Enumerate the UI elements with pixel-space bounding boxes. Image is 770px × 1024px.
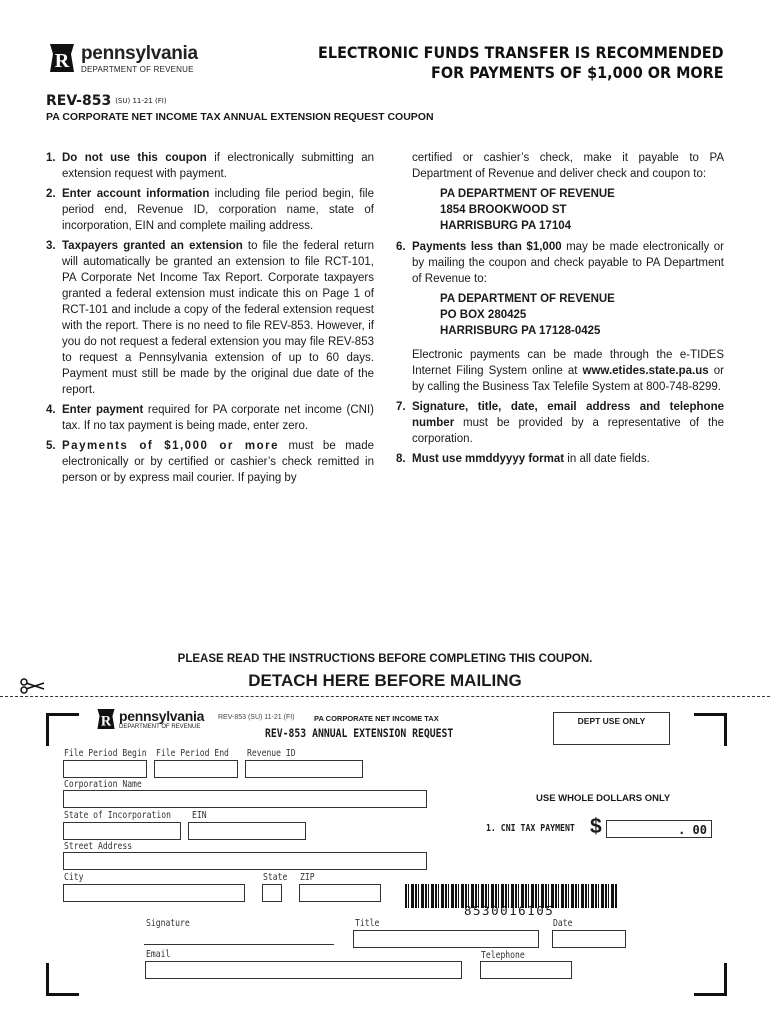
instruction-6: 6. Payments less than $1,000 may be made electronically or by mailing the coupon and check payable to PA Department of Revenue to: PA DEPARTMENT OF REVENUE PO BOX 280425 HARRISBURG PA 17128-0425 Electronic payments can be made through the e-TIDES Internet Filing System online at www.etides.state.pa.us or by calling the Business Tax Telefile System at 800-748-8299.	[396, 241, 724, 393]
street-address-field[interactable]	[63, 852, 427, 870]
form-revision: (SU) 11-21 (FI)	[115, 97, 167, 105]
coupon-form-rev: REV-853 (SU) 11-21 (FI)	[218, 714, 295, 721]
logo-dept: DEPARTMENT OF REVENUE	[81, 64, 194, 74]
coupon-tax-type: PA CORPORATE NET INCOME TAX	[314, 714, 439, 723]
telephone-label: Telephone	[481, 950, 525, 961]
coupon-logo-name: pennsylvania	[119, 708, 205, 724]
logo-name: pennsylvania	[81, 42, 198, 64]
street-address-label: Street Address	[64, 841, 133, 852]
file-period-end-field[interactable]	[154, 760, 238, 778]
banner-line1: ELECTRONIC FUNDS TRANSFER IS RECOMMENDED	[318, 43, 724, 62]
eft-banner	[318, 43, 724, 83]
etides-link[interactable]: www.etides.state.pa.us	[582, 365, 709, 377]
instruction-7: 7. Signature, title, date, email address and telephone number must be provided by a representative of the corporation.	[396, 401, 724, 445]
cni-tax-payment-label: 1. CNI TAX PAYMENT	[486, 823, 575, 834]
coupon-title: REV-853 ANNUAL EXTENSION REQUEST	[265, 726, 454, 740]
date-field[interactable]	[552, 930, 626, 948]
keystone-logo-icon	[96, 707, 116, 731]
file-period-begin-label: File Period Begin	[64, 748, 147, 759]
signature-line[interactable]	[144, 944, 334, 945]
state-field[interactable]	[262, 884, 282, 902]
address-express: PA DEPARTMENT OF REVENUE 1854 BROOKWOOD ST HARRISBURG PA 17104	[440, 188, 615, 232]
email-field[interactable]	[145, 961, 462, 979]
scissors-icon	[20, 678, 46, 694]
file-period-end-label: File Period End	[156, 748, 229, 759]
instruction-4: 4. Enter payment required for PA corporate net income (CNI) tax. If no tax payment is being made, enter zero.	[46, 404, 374, 432]
instruction-3: 3. Taxpayers granted an extension to file the federal return will automatically be granted an extension to file RCT-101, PA Corporate Net Income Tax Report. Corporate taxpayers granted a federal extension must indicate this on Page 1 of RCT-101 and include a copy of the federal extension request with the report. There is no need to file REV-853. However, if you do not request a federal extension you may file REV-853 to request a Pennsylvania extension of up to 60 days. Payment must still be made by the original due date of the report.	[46, 240, 374, 396]
banner-line2: FOR PAYMENTS OF $1,000 OR MORE	[431, 63, 724, 82]
dept-use-only-label: DEPT USE ONLY	[577, 716, 646, 726]
instruction-2: 2. Enter account information including file period begin, file period end, Revenue ID, corporation name, state of incorporation, EIN and complete mailing address.	[46, 188, 374, 232]
barcode-number: 8530016105	[464, 903, 555, 918]
corner-mark-br	[694, 963, 727, 996]
detach-note: DETACH HERE BEFORE MAILING	[248, 671, 522, 690]
svg-text:R: R	[54, 50, 70, 72]
keystone-logo-icon	[48, 42, 76, 74]
corner-mark-tr	[694, 713, 727, 746]
state-of-incorporation-label: State of Incorporation	[64, 810, 171, 821]
form-number	[46, 93, 167, 109]
instruction-6-extra: Electronic payments can be made through the e-TIDES Internet Filing System online at www.etides.state.pa.us or by calling the Business Tax Telefile System at 800-748-8299.	[412, 349, 724, 393]
instruction-1: 1. Do not use this coupon if electronically submitting an extension request with payment.	[46, 152, 374, 180]
cents-suffix: . 00	[678, 823, 707, 837]
ein-field[interactable]	[188, 822, 306, 840]
address-mail: PA DEPARTMENT OF REVENUE PO BOX 280425 HARRISBURG PA 17128-0425	[440, 293, 615, 337]
dept-use-only-box	[553, 712, 670, 745]
telephone-field[interactable]	[480, 961, 572, 979]
title-field[interactable]	[353, 930, 539, 948]
instructions-right	[396, 150, 724, 471]
zip-field[interactable]	[299, 884, 381, 902]
instruction-5: 5. Payments of $1,000 or more must be made electronically or by certified or cashier’s check remitted in person or by express mail courier. If paying by	[46, 440, 374, 484]
instruction-5-cont: certified or cashier’s check, make it payable to PA Department of Revenue and deliver check and coupon to:	[412, 152, 724, 180]
detach-line	[0, 696, 770, 697]
form-title: PA CORPORATE NET INCOME TAX ANNUAL EXTENSION REQUEST COUPON	[46, 111, 434, 123]
email-label: Email	[146, 949, 171, 960]
state-of-incorporation-field[interactable]	[63, 822, 181, 840]
header-logo	[48, 42, 198, 74]
corner-mark-tl	[46, 713, 79, 746]
corner-mark-bl	[46, 963, 79, 996]
state-label: State	[263, 872, 288, 883]
dollar-sign: $	[590, 815, 602, 838]
city-field[interactable]	[63, 884, 245, 902]
file-period-begin-field[interactable]	[63, 760, 147, 778]
coupon-logo-dept: DEPARTMENT OF REVENUE	[119, 724, 201, 730]
svg-text:R: R	[100, 713, 112, 730]
ein-label: EIN	[192, 810, 207, 821]
read-instructions-note: PLEASE READ THE INSTRUCTIONS BEFORE COMPLETING THIS COUPON.	[177, 653, 593, 665]
revenue-id-field[interactable]	[245, 760, 363, 778]
revenue-id-label: Revenue ID	[247, 748, 296, 759]
corporation-name-field[interactable]	[63, 790, 427, 808]
use-whole-dollars-note: USE WHOLE DOLLARS ONLY	[536, 793, 671, 804]
signature-label: Signature	[146, 918, 190, 929]
title-label: Title	[355, 918, 380, 929]
instructions-left	[46, 150, 374, 490]
instruction-8: 8. Must use mmddyyyy format in all date fields.	[396, 453, 650, 465]
zip-label: ZIP	[300, 872, 315, 883]
form-number-text: REV-853	[46, 93, 112, 109]
coupon-logo	[96, 707, 204, 731]
corporation-name-label: Corporation Name	[64, 779, 142, 790]
date-label: Date	[553, 918, 573, 929]
city-label: City	[64, 872, 84, 883]
cni-tax-payment-field[interactable]	[606, 820, 712, 838]
